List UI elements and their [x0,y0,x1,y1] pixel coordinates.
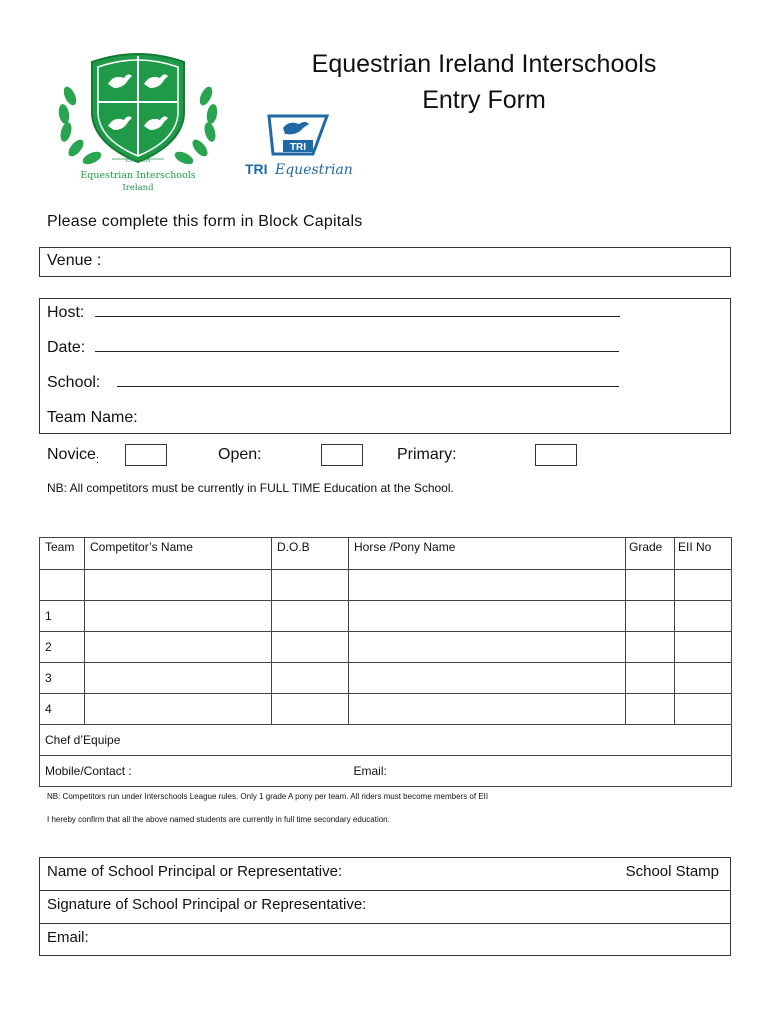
horse-name-cell[interactable] [349,694,626,725]
date-label: Date: [47,339,86,356]
eii-est-text: EST 2005 [125,158,151,164]
open-checkbox[interactable] [321,444,363,466]
grade-cell[interactable] [626,570,675,601]
col-header-eii-no: EII No [675,538,732,570]
principal-signature-label: Signature of School Principal or Representative: [47,896,367,913]
dob-cell[interactable] [272,570,349,601]
eii-no-cell[interactable] [675,570,732,601]
eii-no-cell[interactable] [675,694,732,725]
eii-logo-text-1: Equestrian Interschools [80,170,196,181]
tri-wordmark-bold: TRI [245,161,268,177]
team-details-box [39,298,731,434]
competitor-name-cell[interactable] [85,601,272,632]
host-line[interactable] [95,316,620,317]
team-cell [40,570,85,601]
tri-equestrian-logo [243,112,359,182]
host-row[interactable] [47,304,620,322]
principal-email-label: Email: [47,929,89,946]
team-name-label: Team Name: [47,409,138,426]
school-row[interactable] [47,374,619,392]
confirmation-text: I hereby confirm that all the above named students are currently in full time secondary education. [47,815,390,824]
school-stamp-label: School Stamp [625,863,719,880]
horse-name-cell[interactable] [349,570,626,601]
team-cell: 1 [40,601,85,632]
competitor-table [39,537,732,787]
col-header-grade: Grade [626,538,675,570]
competitor-name-cell[interactable] [85,570,272,601]
grade-cell[interactable] [626,632,675,663]
dob-cell[interactable] [272,632,349,663]
dob-cell[interactable] [272,694,349,725]
mobile-contact-label: Mobile/Contact : [40,756,349,787]
league-rules-note: NB: Competitors run under Interschools League rules. Only 1 grade A pony per team. All riders must become members of EII [47,792,489,801]
principal-name-row[interactable] [40,858,730,891]
venue-field[interactable] [39,247,731,277]
competitor-name-cell[interactable] [85,632,272,663]
grade-cell[interactable] [626,601,675,632]
table-row [40,694,732,725]
primary-label: Primary: [397,446,457,463]
form-title [260,46,708,118]
school-label: School: [47,374,101,391]
principal-name-label: Name of School Principal or Representative: [47,863,343,880]
chef-row[interactable] [40,725,732,756]
date-line[interactable] [95,351,619,352]
team-cell: 3 [40,663,85,694]
table-row [40,663,732,694]
table-header-row [40,538,732,570]
form-title-line-2: Entry Form [422,86,546,114]
principal-email-row[interactable] [40,924,730,957]
table-row [40,632,732,663]
table-row [40,570,732,601]
date-row[interactable] [47,339,619,357]
horse-name-cell[interactable] [349,601,626,632]
host-label: Host: [47,304,85,321]
principal-signature-row[interactable] [40,891,730,924]
contact-email-label: Email: [349,756,732,787]
eii-no-cell[interactable] [675,632,732,663]
table-row [40,601,732,632]
primary-checkbox[interactable] [535,444,577,466]
team-cell: 2 [40,632,85,663]
competitor-name-cell[interactable] [85,663,272,694]
instruction-text: Please complete this form in Block Capitals [47,213,363,230]
horse-name-cell[interactable] [349,663,626,694]
team-cell: 4 [40,694,85,725]
col-header-horse-name: Horse /Pony Name [349,538,626,570]
novice-checkbox[interactable] [125,444,167,466]
eii-no-cell[interactable] [675,663,732,694]
competitor-name-cell[interactable] [85,694,272,725]
eii-logo [52,44,224,196]
team-name-row[interactable] [47,409,138,427]
tri-badge-text: TRI [289,142,307,153]
col-header-team: Team [40,538,85,570]
grade-cell[interactable] [626,663,675,694]
contact-row[interactable] [40,756,732,787]
open-label: Open: [218,446,262,463]
eii-logo-text-2: Ireland [122,183,154,193]
horse-name-cell[interactable] [349,632,626,663]
fulltime-note: NB: All competitors must be currently in FULL TIME Education at the School. [47,481,454,495]
venue-label: Venue : [47,252,102,269]
signature-box [39,857,731,956]
form-title-line-1: Equestrian Ireland Interschools [311,50,657,78]
chef-d-equipe-label: Chef d’Equipe [40,725,732,756]
dob-cell[interactable] [272,663,349,694]
eii-no-cell[interactable] [675,601,732,632]
novice-label: Novice$_:$ [47,446,99,467]
col-header-dob: D.O.B [272,538,349,570]
dob-cell[interactable] [272,601,349,632]
col-header-competitor-name: Competitor’s Name [85,538,272,570]
grade-cell[interactable] [626,694,675,725]
tri-wordmark-script: Equestrian [275,162,353,178]
school-line[interactable] [117,386,619,387]
